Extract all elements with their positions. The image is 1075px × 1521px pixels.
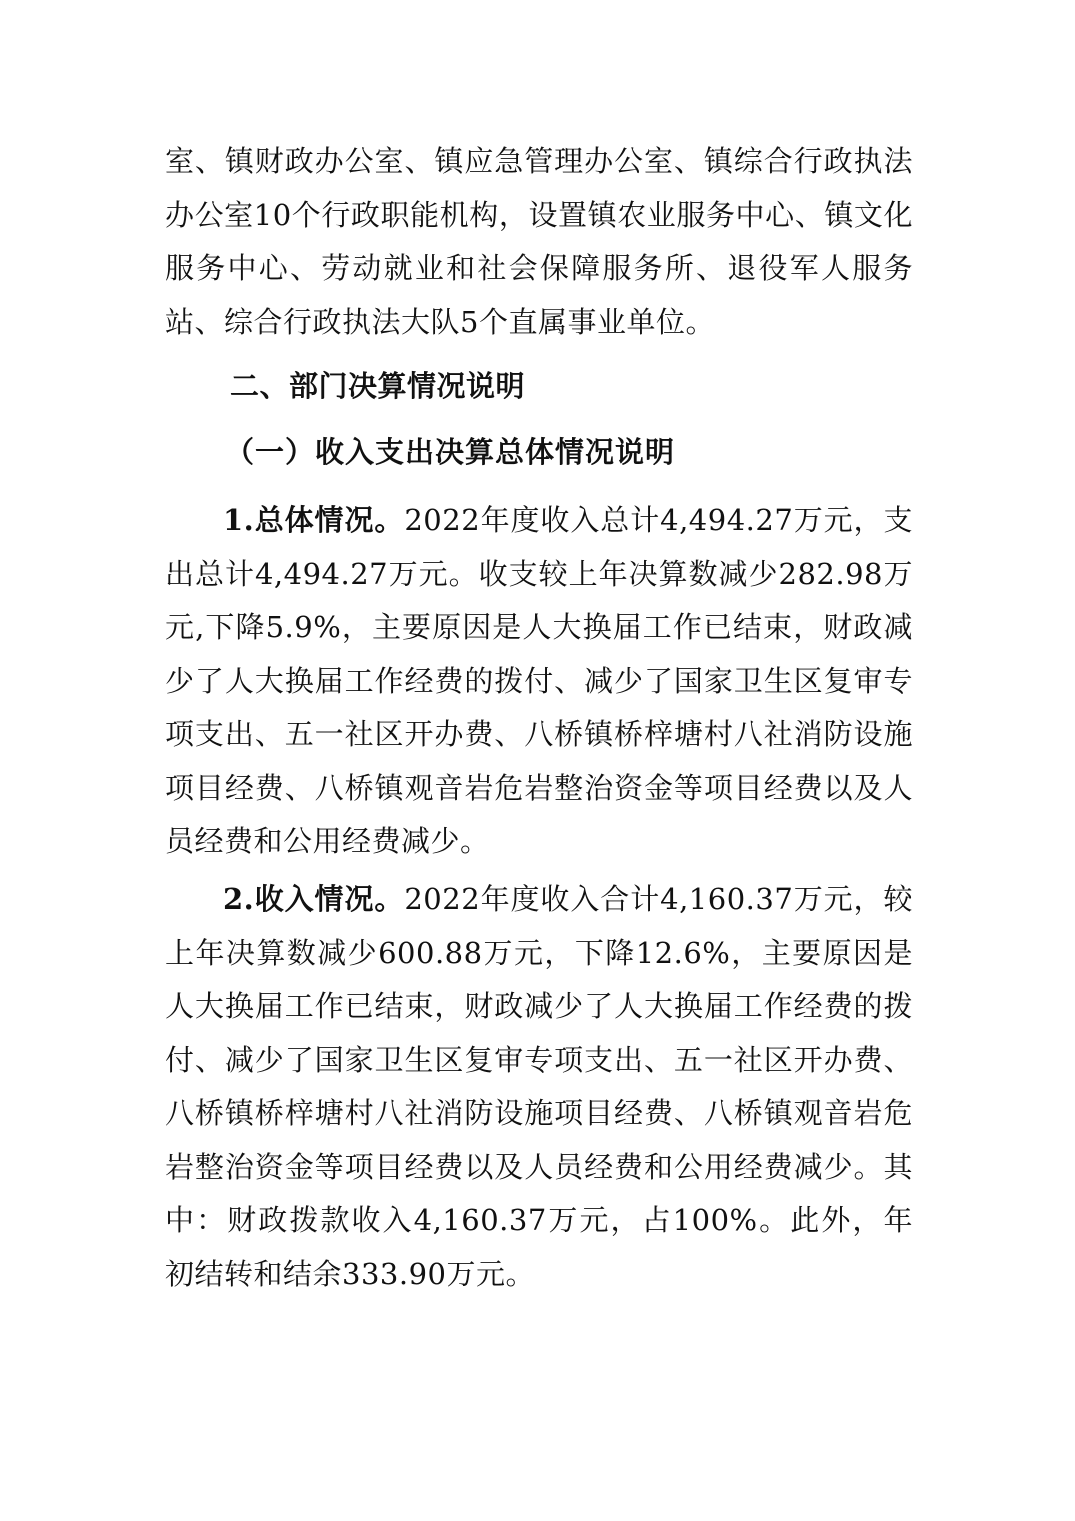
- subsection-heading: （一）收入支出决算总体情况说明: [225, 435, 676, 469]
- section-heading: 二、部门决算情况说明: [230, 369, 526, 403]
- intro-paragraph: 室、镇财政办公室、镇应急管理办公室、镇综合行政执法办公室10个行政职能机构，设置镇农业服务中心、镇文化服务中心、劳动就业和社会保障服务所、退役军人服务站、综合行政执法大队5个直属事业单位。: [165, 144, 913, 339]
- income-lead: 2.收入情况。: [223, 882, 405, 916]
- overall-text: 2022年度收入总计4,494.27万元，支出总计4,494.27万元。收支较上年决算数减少282.98万元,下降5.9%，主要原因是人大换届工作已结束，财政减少了人大换届工作经费的拨付、减少了国家卫生区复审专项支出、五一社区开办费、八桥镇桥梓塘村八社消防设施项目经费、八桥镇观音岩危岩整治资金等项目经费以及人员经费和公用经费减少。: [165, 503, 913, 858]
- overall-lead: 1.总体情况。: [223, 503, 405, 537]
- income-paragraph: [165, 873, 913, 1301]
- overall-paragraph: [165, 494, 913, 869]
- income-text: 2022年度收入合计4,160.37万元，较上年决算数减少600.88万元，下降12.6%，主要原因是人大换届工作已结束，财政减少了人大换届工作经费的拨付、减少了国家卫生区复审专项支出、五一社区开办费、八桥镇桥梓塘村八社消防设施项目经费、八桥镇观音岩危岩整治资金等项目经费以及人员经费和公用经费减少。其中：财政拨款收入4,160.37万元，占100%。此外，年初结转和结余333.90万元。: [165, 882, 913, 1291]
